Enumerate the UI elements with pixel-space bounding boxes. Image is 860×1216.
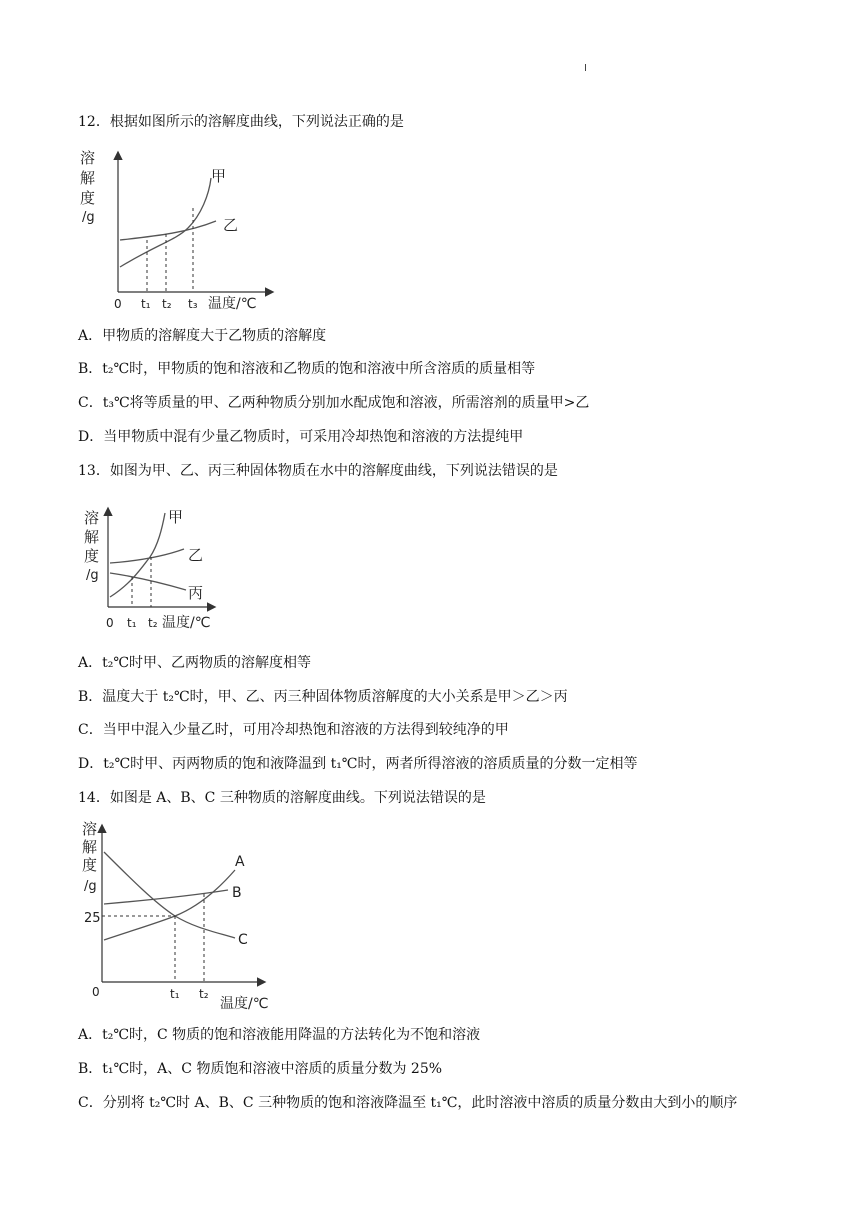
y-label-2: 解 xyxy=(84,528,100,546)
curve-jia xyxy=(110,513,165,597)
q13-option-a: A．t₂℃时甲、乙两物质的溶解度相等 xyxy=(78,655,312,671)
q14-option-b: B．t₁℃时，A、C 物质饱和溶液中溶质的质量分数为 25% xyxy=(78,1061,443,1077)
x-label: 温度/℃ xyxy=(208,296,257,312)
x-tick-t1: t₁ xyxy=(141,297,151,311)
curve-label-jia: 甲 xyxy=(168,508,184,526)
y-tick-25: 25 xyxy=(84,911,101,926)
curve-label-b: B xyxy=(232,885,242,901)
q12-option-b: B．t₂℃时，甲物质的饱和溶液和乙物质的饱和溶液中所含溶质的质量相等 xyxy=(78,361,536,377)
curve-label-jia: 甲 xyxy=(211,167,227,185)
curve-label-a: A xyxy=(235,854,245,870)
curve-a xyxy=(104,870,235,940)
x-tick-t2: t₂ xyxy=(162,297,172,311)
curve-yi xyxy=(120,221,216,240)
y-label-1: 溶 xyxy=(84,509,100,527)
q13-option-c: C．当甲中混入少量乙时，可用冷却热饱和溶液的方法得到较纯净的甲 xyxy=(78,722,509,738)
y-label-1: 溶 xyxy=(80,149,96,167)
q14-option-a: A．t₂℃时，C 物质的饱和溶液能用降温的方法转化为不饱和溶液 xyxy=(78,1027,481,1043)
question-13-stem: 13．如图为甲、乙、丙三种固体物质在水中的溶解度曲线，下列说法错误的是 xyxy=(78,463,558,479)
q12-option-a: A．甲物质的溶解度大于乙物质的溶解度 xyxy=(78,328,327,344)
q12-solubility-graph xyxy=(76,145,286,315)
curve-bing xyxy=(110,573,186,590)
curve-c xyxy=(104,852,235,938)
y-label-2: 解 xyxy=(80,169,96,187)
q13-option-b: B．温度大于 t₂℃时，甲、乙、丙三种固体物质溶解度的大小关系是甲＞乙＞丙 xyxy=(78,689,568,705)
curve-label-yi: 乙 xyxy=(223,216,239,234)
q14-solubility-graph xyxy=(80,818,280,1014)
x-tick-t3: t₃ xyxy=(188,297,198,311)
q14-option-c: C．分别将 t₂℃时 A、B、C 三种物质的饱和溶液降温至 t₁℃，此时溶液中溶质的质量分数由大到小的顺序 xyxy=(78,1095,738,1111)
curve-label-c: C xyxy=(238,932,248,948)
y-label-3: 度 xyxy=(84,547,100,565)
y-label-3: 度 xyxy=(80,189,96,207)
q12-option-c: C．t₃℃将等质量的甲、乙两种物质分别加水配成饱和溶液，所需溶剂的质量甲>乙 xyxy=(78,395,590,411)
header-mark xyxy=(585,64,586,71)
question-12-stem: 12．根据如图所示的溶解度曲线，下列说法正确的是 xyxy=(78,114,404,130)
y-label-4: /g xyxy=(84,879,97,894)
y-label-3: 度 xyxy=(82,856,98,874)
origin-label: 0 xyxy=(92,985,100,999)
x-label: 温度/℃ xyxy=(162,615,211,631)
curve-b xyxy=(104,890,228,904)
q13-option-d: D．t₂℃时甲、丙两物质的饱和液降温到 t₁℃时，两者所得溶液的溶质质量的分数一定相等 xyxy=(78,756,638,772)
q12-option-d: D．当甲物质中混有少量乙物质时，可采用冷却热饱和溶液的方法提纯甲 xyxy=(78,429,524,445)
curve-label-yi: 乙 xyxy=(188,546,204,564)
x-tick-t2: t₂ xyxy=(148,616,158,630)
q13-solubility-graph xyxy=(82,505,222,635)
origin-label: 0 xyxy=(106,616,114,630)
x-tick-t1: t₁ xyxy=(127,616,137,630)
y-label-2: 解 xyxy=(82,838,98,856)
y-label-4: /g xyxy=(82,210,95,225)
question-14-stem: 14．如图是 A、B、C 三种物质的溶解度曲线。下列说法错误的是 xyxy=(78,790,486,806)
x-tick-t1: t₁ xyxy=(170,987,180,1001)
y-label-4: /g xyxy=(86,568,99,583)
origin-label: 0 xyxy=(114,297,122,311)
curve-label-bing: 丙 xyxy=(188,584,204,602)
y-label-1: 溶 xyxy=(82,820,98,838)
x-label: 温度/℃ xyxy=(220,996,269,1012)
x-tick-t2: t₂ xyxy=(199,987,209,1001)
